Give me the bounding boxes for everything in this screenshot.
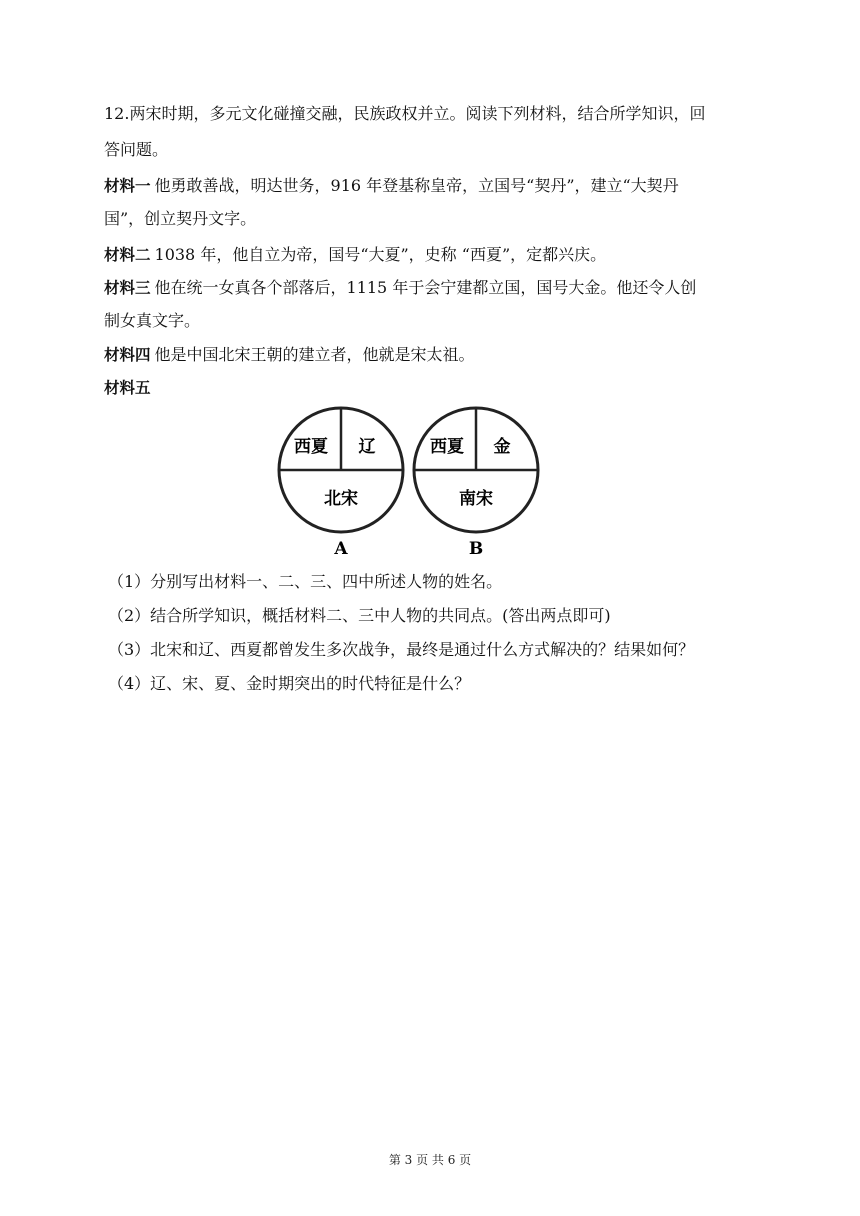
material-text: 他在统一女真各个部落后，1115 年于会宁建都立国，国号大金。他还令人创 bbox=[154, 278, 697, 297]
sub-question-3: （3）北宋和辽、西夏都曾发生多次战争，最终是通过什么方式解决的？结果如何？ bbox=[108, 640, 695, 659]
material-text-cont: 国”，创立契丹文字。 bbox=[104, 209, 257, 228]
material-label: 材料二 bbox=[104, 246, 151, 264]
material-text: 他是中国北宋王朝的建立者，他就是宋太祖。 bbox=[154, 345, 475, 364]
circle-a-caption: A bbox=[334, 539, 348, 559]
intro-line-1: 12.两宋时期，多元文化碰撞交融，民族政权并立。阅读下列材料，结合所学知识，回 bbox=[104, 104, 706, 123]
circle-a-top-left: 西夏 bbox=[294, 437, 328, 457]
intro-line-2: 答问题。 bbox=[104, 140, 169, 159]
sub-question-1: （1）分别写出材料一、二、三、四中所述人物的姓名。 bbox=[108, 572, 503, 591]
circle-b-caption: B bbox=[468, 539, 484, 559]
regimes-diagram bbox=[0, 400, 860, 570]
sub-question-2: （2）结合所学知识，概括材料二、三中人物的共同点。(答出两点即可) bbox=[108, 606, 611, 625]
material-label: 材料三 bbox=[104, 279, 151, 297]
sub-question-4: （4）辽、宋、夏、金时期突出的时代特征是什么？ bbox=[108, 674, 471, 693]
circle-b-top-right: 金 bbox=[493, 437, 511, 457]
page-footer: 第 3 页 共 6 页 bbox=[388, 1153, 472, 1167]
circle-b-top-left: 西夏 bbox=[430, 437, 464, 457]
material-text-cont: 制女真文字。 bbox=[104, 311, 201, 330]
material-text: 1038 年，他自立为帝，国号“大夏”，史称 “西夏”，定都兴庆。 bbox=[154, 245, 607, 264]
circle-b-bottom: 南宋 bbox=[459, 489, 493, 509]
circle-a bbox=[279, 408, 403, 559]
material-label: 材料五 bbox=[104, 379, 151, 397]
material-text: 他勇敢善战，明达世务，916 年登基称皇帝，立国号“契丹”，建立“大契丹 bbox=[154, 176, 679, 195]
material-label: 材料一 bbox=[104, 177, 151, 195]
circle-a-top-right: 辽 bbox=[358, 437, 376, 457]
material-label: 材料四 bbox=[104, 346, 151, 364]
circle-a-bottom: 北宋 bbox=[324, 489, 358, 509]
circle-b bbox=[414, 408, 538, 559]
